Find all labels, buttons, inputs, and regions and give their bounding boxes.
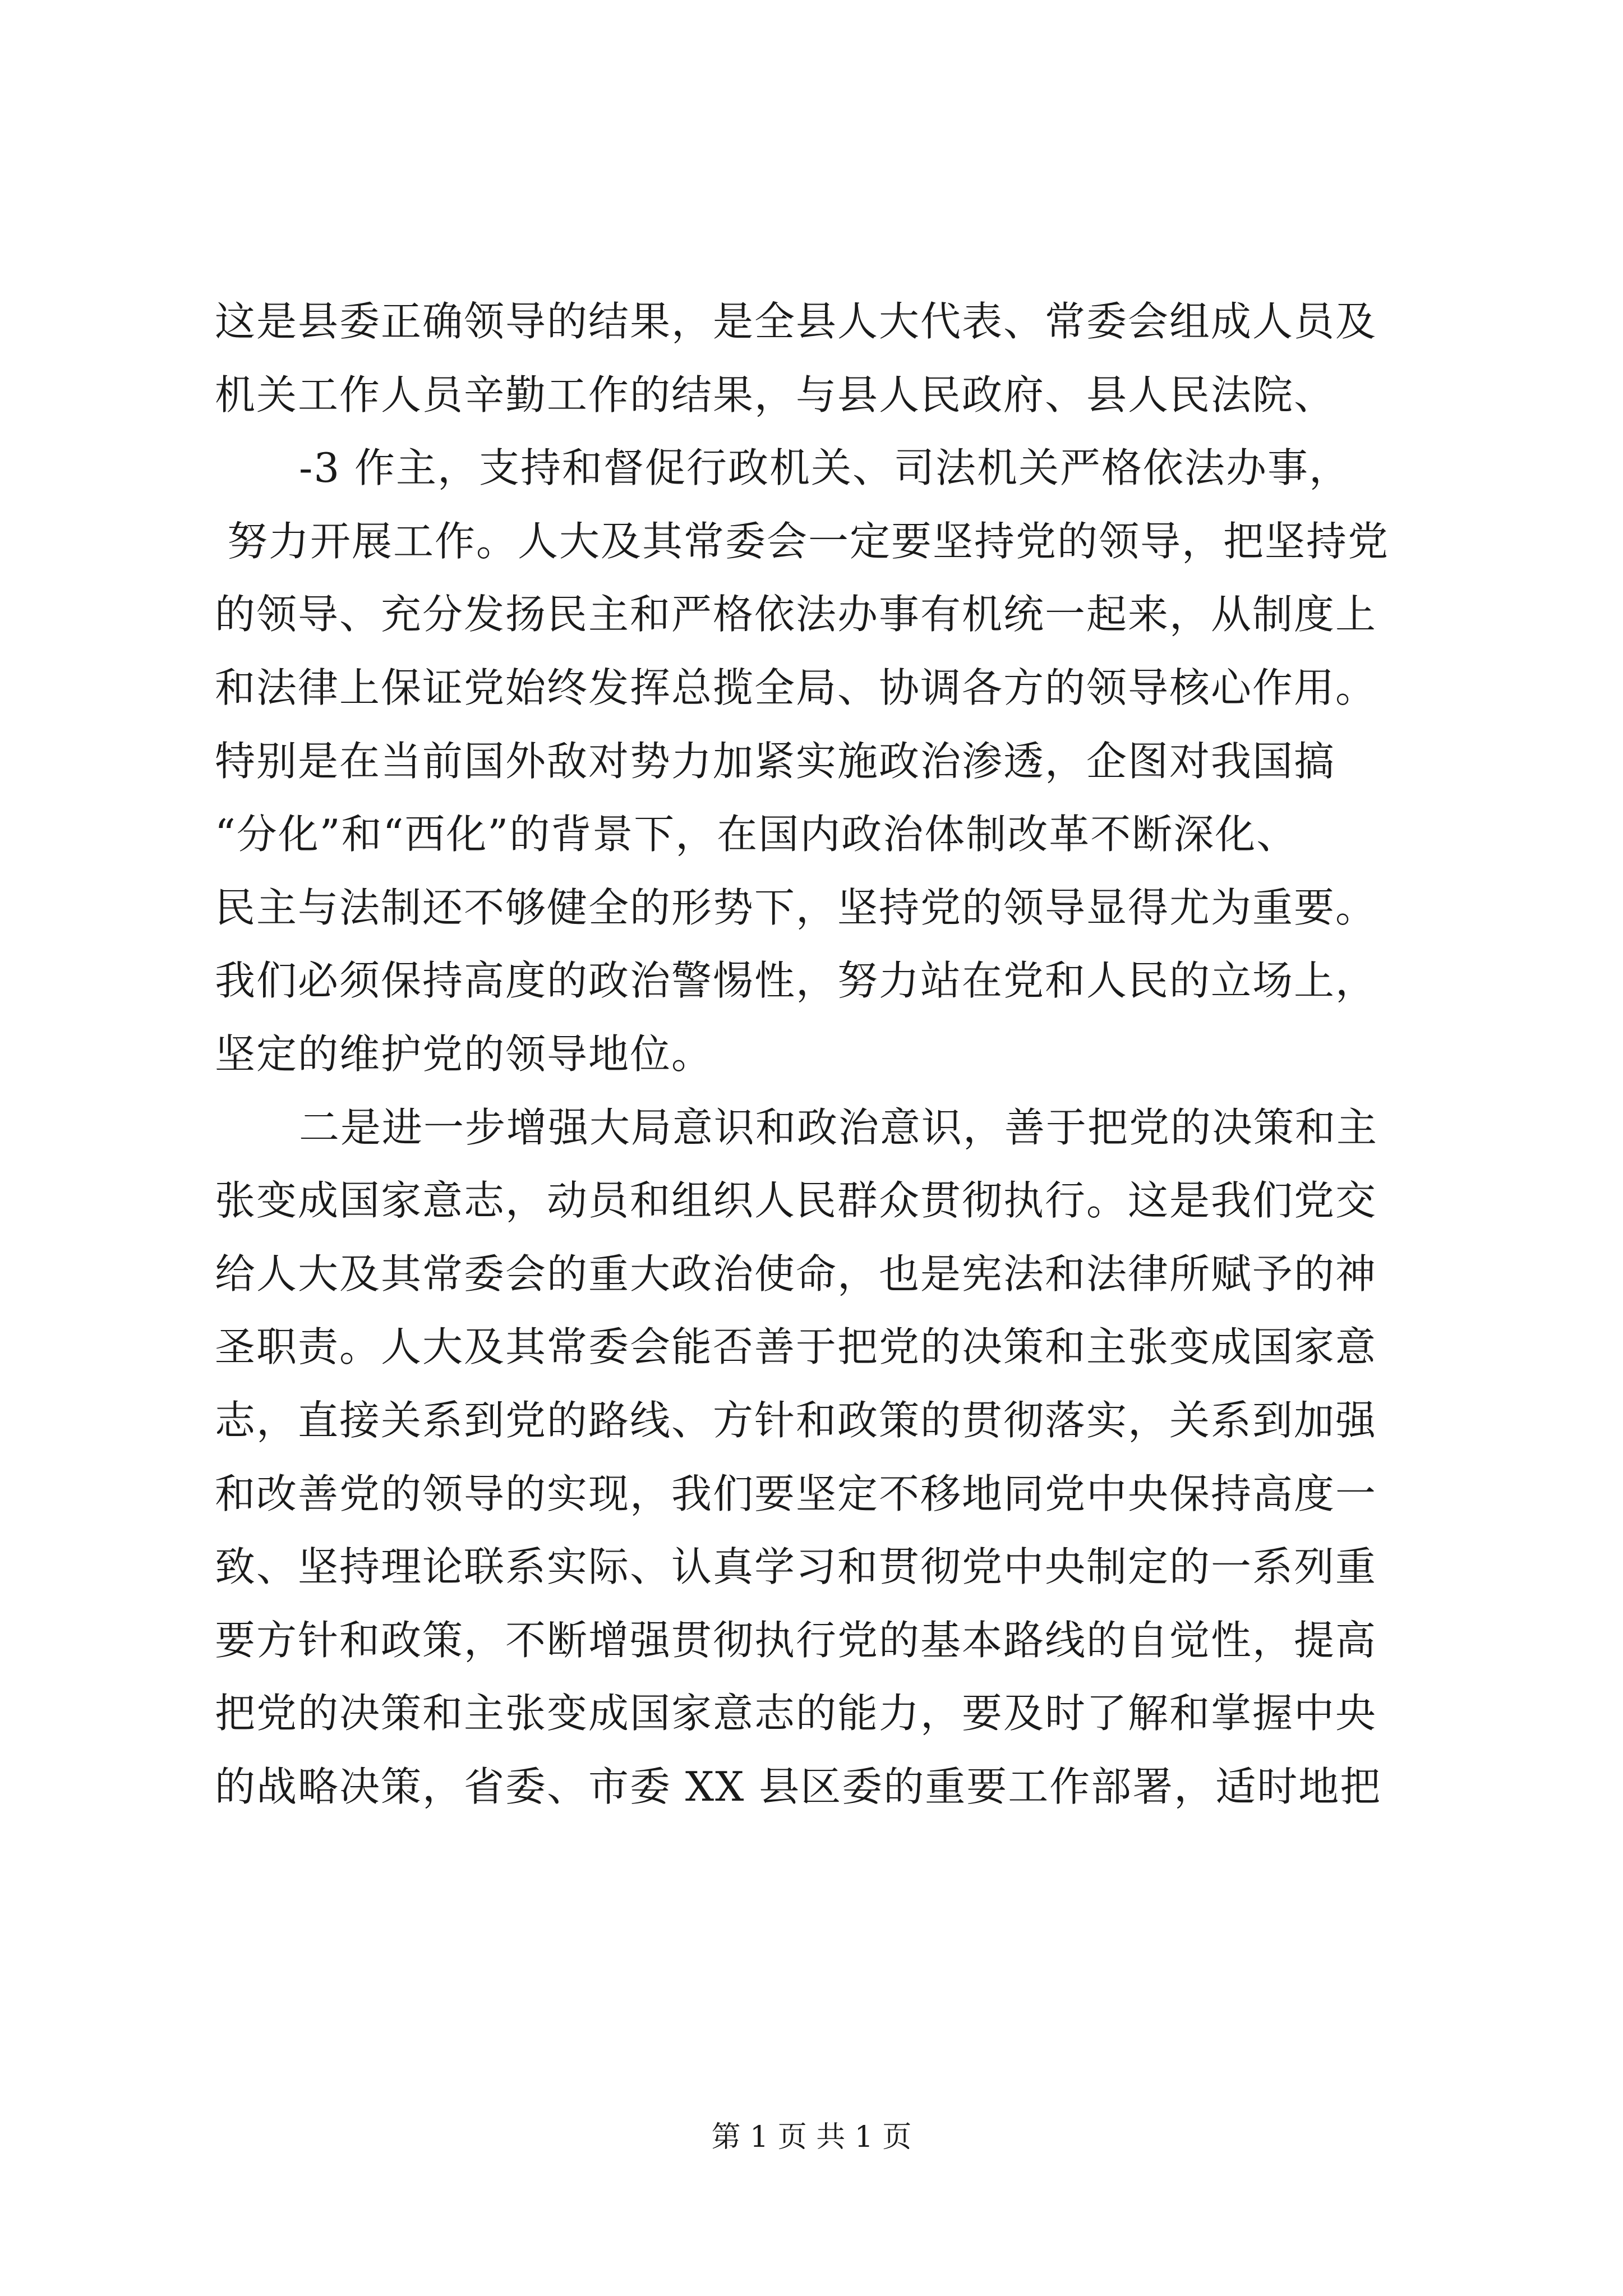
text-line: 机关工作人员辛勤工作的结果，与县人民政府、县人民法院、 (215, 371, 1336, 418)
text-line: 要方针和政策，不断增强贯彻执行党的基本路线的自觉性，提高 (215, 1616, 1377, 1664)
text-line: “分化”和“西化”的背景下，在国内政治体制改革不断深化、 (215, 811, 1298, 858)
text-line: 民主与法制还不够健全的形势下，坚持党的领导显得尤为重要。 (215, 884, 1377, 931)
document-body (215, 285, 1421, 1823)
text-line: 和改善党的领导的实现，我们要坚定不移地同党中央保持高度一 (215, 1470, 1377, 1517)
text-line: 二是进一步增强大局意识和政治意识，善于把党的决策和主 (299, 1103, 1378, 1151)
text-line: 我们必须保持高度的政治警惕性，努力站在党和人民的立场上， (215, 957, 1377, 1005)
page-footer: 第 1 页 共 1 页 (711, 2120, 912, 2154)
text-line: 的领导、充分发扬民主和严格依法办事有机统一起来，从制度上 (215, 591, 1377, 638)
text-line: 致、坚持理论联系实际、认真学习和贯彻党中央制定的一系列重 (215, 1543, 1377, 1591)
text-line: 给人大及其常委会的重大政治使命，也是宪法和法律所赋予的神 (215, 1250, 1377, 1297)
text-line: 志，直接关系到党的路线、方针和政策的贯彻落实，关系到加强 (215, 1396, 1377, 1444)
text-line: 和法律上保证党始终发挥总揽全局、协调各方的领导核心作用。 (215, 664, 1377, 711)
text-line: -3 作主，支持和督促行政机关、司法机关严格依法办事， (299, 444, 1351, 492)
text-line: 特别是在当前国外敌对势力加紧实施政治渗透，企图对我国搞 (215, 737, 1336, 785)
text-line: 张变成国家意志，动员和组织人民群众贯彻执行。这是我们党交 (215, 1177, 1377, 1225)
text-line: 坚定的维护党的领导地位。 (215, 1030, 713, 1078)
text-line: 这是县委正确领导的结果，是全县人大代表、常委会组成人员及 (215, 298, 1377, 345)
text-line: 努力开展工作。人大及其常委会一定要坚持党的领导，把坚持党 (227, 517, 1390, 565)
text-line: 把党的决策和主张变成国家意志的能力，要及时了解和掌握中央 (215, 1690, 1377, 1737)
text-line: 的战略决策，省委、市委 XX 县区委的重要工作部署，适时地把 (215, 1763, 1382, 1810)
text-line: 圣职责。人大及其常委会能否善于把党的决策和主张变成国家意 (215, 1323, 1377, 1371)
